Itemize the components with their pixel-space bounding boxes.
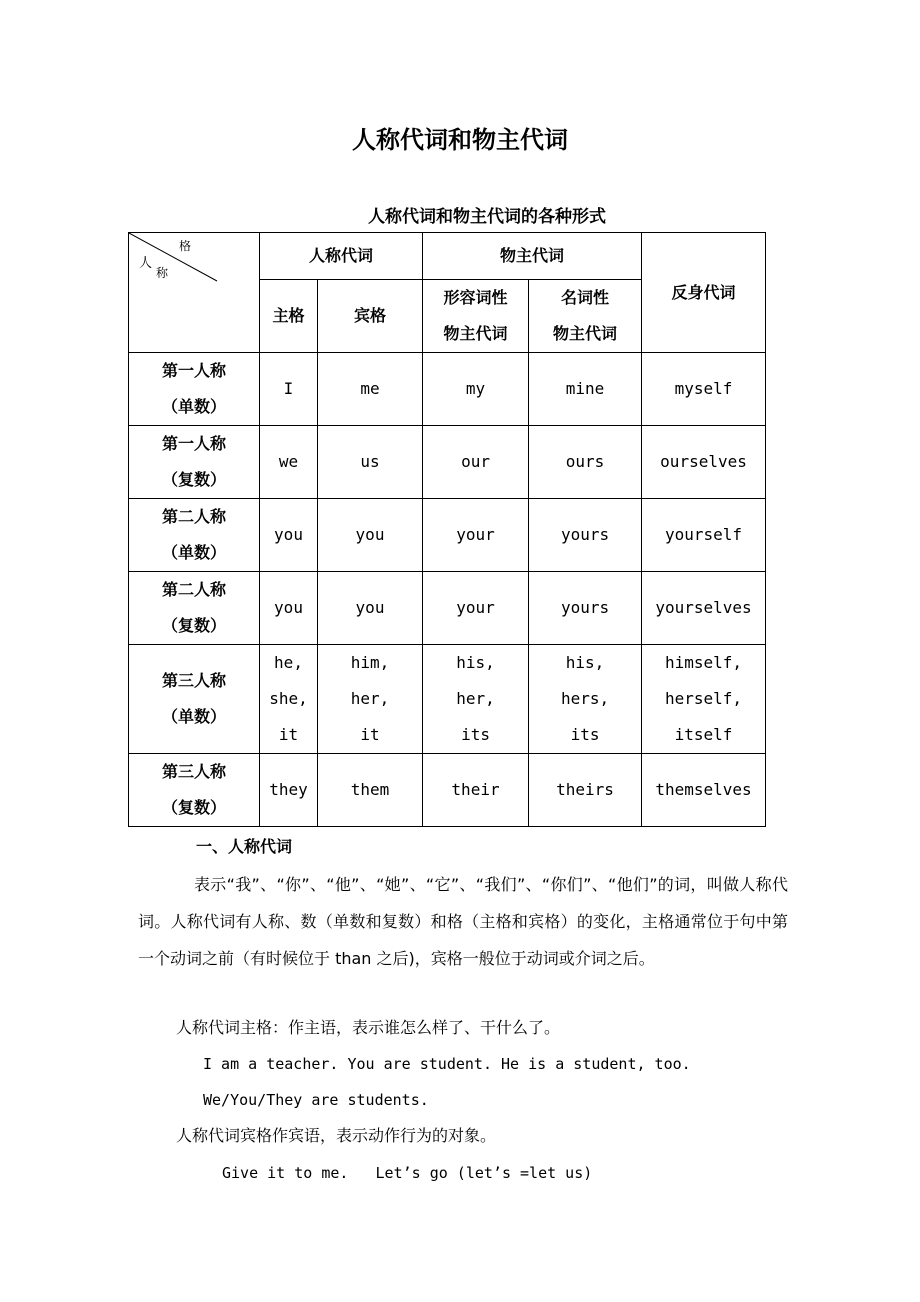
table-row (129, 426, 766, 499)
pronoun-form: you (355, 598, 385, 617)
cell-refl (642, 572, 766, 645)
example-sentence-2: We/You/They are students. (203, 1091, 429, 1109)
pronoun-form: yours (560, 525, 610, 544)
header-personal: 人称代词 (260, 233, 423, 280)
pronoun-form: yours (560, 598, 610, 617)
pronoun-form: you (274, 598, 303, 617)
pronoun-form: her, (456, 689, 495, 708)
pronoun-form: theirs (556, 780, 614, 799)
cell-adj (423, 353, 529, 426)
cell-obj (318, 426, 423, 499)
cell-subj (260, 353, 318, 426)
cell-obj (318, 353, 423, 426)
cell-subj (260, 426, 318, 499)
cell-subj (260, 645, 318, 754)
row-label-label1: 第二人称 (161, 580, 226, 599)
pronoun-form: me (360, 379, 380, 398)
pronoun-form: his, (565, 653, 605, 672)
pronoun-form: myself (674, 379, 733, 398)
cell-refl (642, 754, 766, 827)
header-noun-line2: 物主代词 (553, 324, 618, 343)
object-note: 人称代词宾格作宾语，表示动作行为的对象。 (176, 1126, 497, 1145)
header-object: 宾格 (318, 280, 423, 353)
corner-cell (129, 233, 260, 353)
cell-adj (423, 645, 529, 754)
pronoun-form: yourself (665, 525, 743, 544)
table-row (129, 754, 766, 827)
row-label (129, 572, 260, 645)
pronoun-form: their (451, 780, 500, 799)
row-label-label2: （单数） (161, 543, 226, 562)
header-adj-line1: 形容词性 (443, 288, 508, 307)
row-label (129, 645, 260, 754)
pronoun-form: his, (456, 653, 495, 672)
cell-noun (529, 353, 642, 426)
pronoun-form: we (278, 452, 299, 471)
header-adj-line2: 物主代词 (443, 324, 508, 343)
cell-obj (318, 645, 423, 754)
subject-note: 人称代词主格：作主语，表示谁怎么样了、干什么了。 (176, 1018, 561, 1037)
pronoun-form: herself, (665, 689, 743, 708)
cell-subj (260, 572, 318, 645)
pronoun-form: its (570, 725, 600, 744)
pronoun-form: them (350, 780, 390, 799)
row-label (129, 754, 260, 827)
pronoun-form: she, (269, 689, 308, 708)
cell-noun (529, 572, 642, 645)
pronoun-form: our (461, 452, 490, 471)
example-sentence-1: I am a teacher. You are student. He is a student, too. (203, 1055, 691, 1073)
table-row (129, 572, 766, 645)
cell-obj (318, 572, 423, 645)
pronoun-table (128, 232, 766, 827)
cell-refl (642, 499, 766, 572)
pronoun-form: themselves (655, 780, 752, 799)
row-label (129, 499, 260, 572)
section-heading: 一、人称代词 (196, 837, 293, 856)
pronoun-form: her, (350, 689, 390, 708)
pronoun-form: he, (274, 653, 303, 672)
pronoun-form: him, (350, 653, 390, 672)
row-label-label1: 第三人称 (161, 671, 226, 690)
cell-refl (642, 426, 766, 499)
pronoun-form: hers, (560, 689, 610, 708)
cell-obj (318, 499, 423, 572)
pronoun-form: it (360, 725, 380, 744)
table-row (129, 499, 766, 572)
pronoun-form: itself (674, 725, 733, 744)
pronoun-form: mine (565, 379, 605, 398)
header-possessive: 物主代词 (423, 233, 642, 280)
cell-noun (529, 645, 642, 754)
example-sentence-3: Give it to me. Let’s go (let’s =let us) (222, 1164, 593, 1182)
row-label (129, 426, 260, 499)
row-label-label2: （复数） (161, 616, 226, 635)
header-adjective-possessive (423, 280, 529, 353)
pronoun-form: its (461, 725, 490, 744)
pronoun-form: you (355, 525, 385, 544)
pronoun-form: us (360, 452, 380, 471)
cell-refl (642, 353, 766, 426)
table-row (129, 645, 766, 754)
cell-refl (642, 645, 766, 754)
pronoun-form: my (465, 379, 486, 398)
cell-adj (423, 499, 529, 572)
row-label-label1: 第三人称 (161, 762, 226, 781)
pronoun-form: yourselves (655, 598, 752, 617)
pronoun-form: your (456, 598, 495, 617)
cell-noun (529, 754, 642, 827)
header-subject: 主格 (260, 280, 318, 353)
row-label-label1: 第二人称 (161, 507, 226, 526)
row-label (129, 353, 260, 426)
cell-subj (260, 499, 318, 572)
corner-left-label: 人 (139, 256, 153, 271)
cell-obj (318, 754, 423, 827)
pronoun-form: you (274, 525, 303, 544)
row-label-label2: （单数） (161, 707, 226, 726)
cell-subj (260, 754, 318, 827)
header-reflexive: 反身代词 (642, 233, 766, 353)
row-label-label1: 第一人称 (161, 361, 226, 380)
pronoun-form: your (456, 525, 495, 544)
row-label-label2: （复数） (161, 798, 226, 817)
corner-bottom-label: 称 (156, 266, 169, 280)
pronoun-form: ourselves (660, 452, 747, 471)
header-noun-line1: 名词性 (561, 288, 610, 307)
table-row (129, 353, 766, 426)
corner-diagonal (129, 233, 260, 352)
cell-noun (529, 426, 642, 499)
cell-noun (529, 499, 642, 572)
pronoun-form: it (278, 725, 299, 744)
page-title: 人称代词和物主代词 (352, 126, 568, 154)
intro-paragraph: 表示“我”、“你”、“他”、“她”、“它”、“我们”、“你们”、“他们”的词，叫做人称代词。人称代词有人称、数（单数和复数）和格（主格和宾格）的变化，主格通常位于句中第一个动词之前（有时候位于 than 之后)，宾格一般位于动词或介词之后。 (138, 875, 788, 968)
header-noun-possessive (529, 280, 642, 353)
pronoun-form: ours (565, 452, 605, 471)
row-label-label2: （单数） (161, 397, 226, 416)
cell-adj (423, 754, 529, 827)
pronoun-form: I (283, 379, 294, 398)
pronoun-form: himself, (665, 653, 743, 672)
table-caption: 人称代词和物主代词的各种形式 (368, 207, 606, 227)
row-label-label1: 第一人称 (161, 434, 226, 453)
pronoun-form: they (269, 780, 308, 799)
cell-adj (423, 572, 529, 645)
table-body (129, 353, 766, 827)
corner-top-label: 格 (179, 239, 192, 253)
row-label-label2: （复数） (161, 470, 226, 489)
cell-adj (423, 426, 529, 499)
